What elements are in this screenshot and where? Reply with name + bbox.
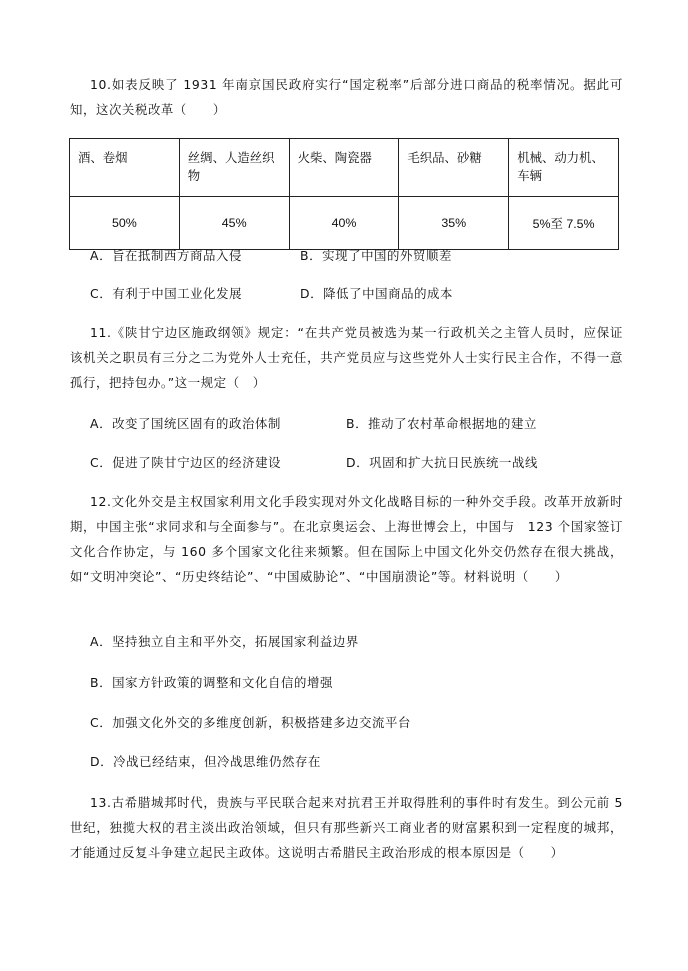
tax-table-value-cell: 35% xyxy=(399,197,509,250)
q12-option-d[interactable]: D．冷战已经结束，但冷战思维仍然存在 xyxy=(90,754,321,769)
q12-option-b[interactable]: B．国家方针政策的调整和文化自信的增强 xyxy=(90,675,333,690)
q12-option-a[interactable]: A．坚持独立自主和平外交，拓展国家利益边界 xyxy=(90,634,359,649)
tax-table-value-row xyxy=(70,197,619,250)
tax-table-header-cell: 丝绸、人造丝织物 xyxy=(179,139,289,197)
question-11-stem: 11.《陕甘宁边区施政纲领》规定：“在共产党员被选为某一行政机关之主管人员时，应保证该机关之职员有三分之二为党外人士充任，共产党员应与这些党外人士实行民主合作，不得一意孤行，把持包办。”这一规定（ ） xyxy=(70,325,623,390)
tax-table-header-cell: 毛织品、砂糖 xyxy=(399,139,509,197)
q10-option-c[interactable]: C．有利于中国工业化发展 xyxy=(90,286,243,301)
tax-table-value-cell: 50% xyxy=(70,197,180,250)
q11-option-c[interactable]: C．促进了陕甘宁边区的经济建设 xyxy=(90,455,282,470)
question-13-stem: 13.古希腊城邦时代，贵族与平民联合起来对抗君王并取得胜利的事件时有发生。到公元前 5 世纪，独揽大权的君主淡出政治领域，但只有那些新兴工商业者的财富累积到一定程度的城邦，才能通过反复斗争建立起民主政体。这说明古希腊民主政治形成的根本原因是（ ） xyxy=(70,795,623,860)
question-12-stem: 12.文化外交是主权国家利用文化手段实现对外文化战略目标的一种外交手段。改革开放新时期，中国主张“求同求和与全面参与”。在北京奥运会、上海世博会上，中国与 123 个国家签订文化合作协定，与 160 多个国家文化往来频繁。但在国际上中国文化外交仍然存在很大挑战，如“文明冲突论”、“历史终结论”、“中国威胁论”、“中国崩溃论”等。材料说明（ ） xyxy=(70,494,623,584)
tax-table-value-cell: 5%至 7.5% xyxy=(509,197,619,250)
tax-table-value-cell: 45% xyxy=(179,197,289,250)
tax-table-value-cell: 40% xyxy=(289,197,399,250)
tax-rate-table xyxy=(69,138,619,250)
question-10-stem: 10.如表反映了 1931 年南京国民政府实行“国定税率”后部分进口商品的税率情况。据此可知，这次关税改革（ ） xyxy=(70,77,623,117)
q10-option-d[interactable]: D．降低了中国商品的成本 xyxy=(300,286,454,301)
q10-option-a[interactable]: A．旨在抵制西方商品入侵 xyxy=(90,248,242,263)
tax-table-header-row xyxy=(70,139,619,197)
q11-option-d[interactable]: D．巩固和扩大抗日民族统一战线 xyxy=(346,455,539,470)
q11-option-b[interactable]: B．推动了农村革命根据地的建立 xyxy=(346,416,537,431)
q11-option-a[interactable]: A．改变了国统区固有的政治体制 xyxy=(90,416,281,431)
tax-table-header-cell: 火柴、陶瓷器 xyxy=(289,139,399,197)
q10-option-b[interactable]: B．实现了中国的外贸顺差 xyxy=(300,248,452,263)
tax-table-header-cell: 酒、卷烟 xyxy=(70,139,180,197)
q12-option-c[interactable]: C．加强文化外交的多维度创新，积极搭建多边交流平台 xyxy=(90,715,412,730)
tax-table-header-cell: 机械、动力机、车辆 xyxy=(509,139,619,197)
